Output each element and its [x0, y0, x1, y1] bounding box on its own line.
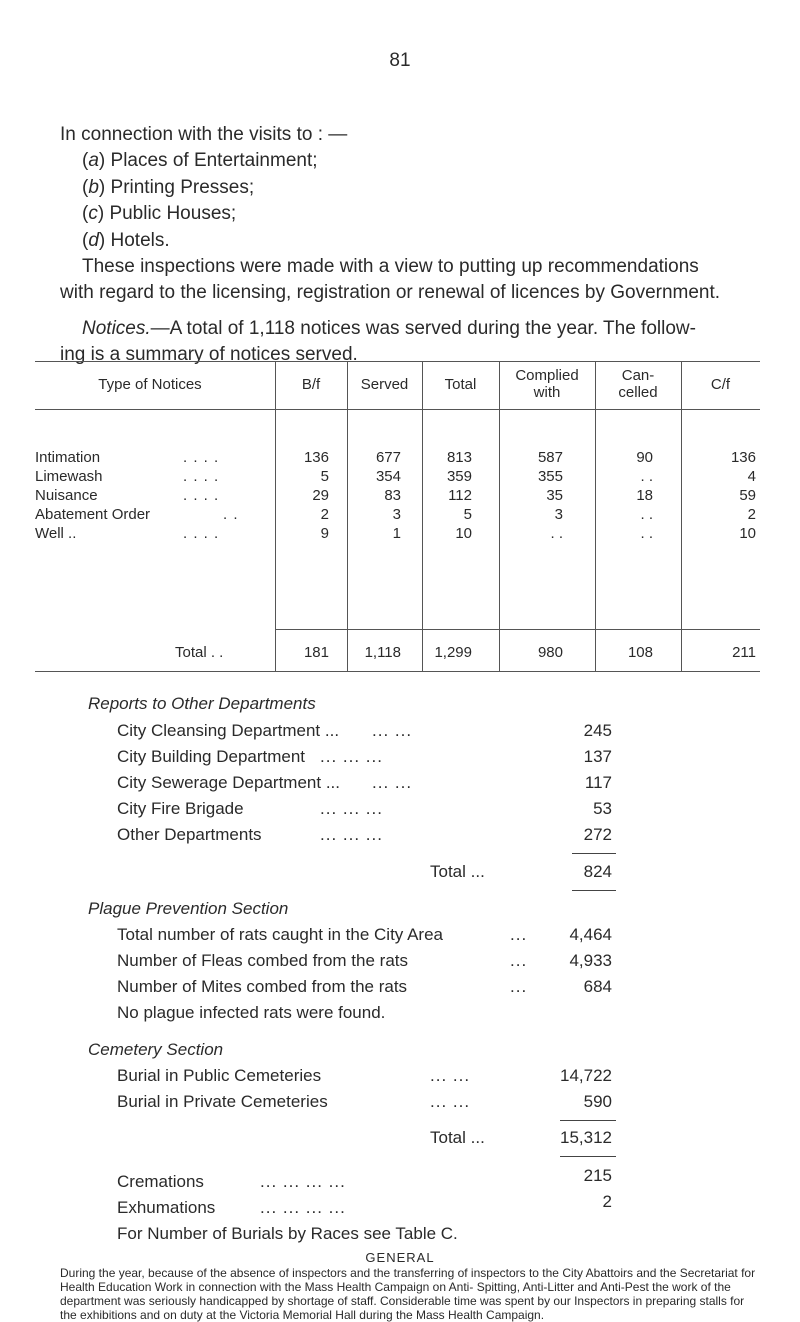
cemetery-value: 14,722 — [560, 1066, 612, 1085]
list-item: Burial in Private Cemeteries — [117, 1092, 328, 1111]
list-item: City Sewerage Department ... — [117, 773, 340, 792]
plague-value: 4,464 — [569, 925, 612, 944]
table-row: Nuisance . . . . 29 83 112 35 18 59 — [35, 487, 756, 504]
para1-line2: with regard to the licensing, registration or renewal of licences by Government. — [60, 282, 721, 303]
header-complied-with: Complied with — [515, 367, 579, 401]
list-item: (a) Places of Entertainment; — [82, 150, 318, 171]
page-number: 81 — [389, 50, 411, 71]
table-row: Limewash . . . . 5 354 359 355 . . 4 — [35, 468, 756, 485]
report-value: 245 — [583, 721, 612, 740]
cemetery-note: For Number of Burials by Races see Table C. — [117, 1224, 458, 1243]
report-value: 137 — [583, 747, 612, 766]
list-item: City Cleansing Department ... — [117, 721, 340, 740]
list-item: Number of Mites combed from the rats — [117, 977, 408, 996]
header-total: Total — [444, 376, 477, 393]
notices-para-line2: ing is a summary of notices served. — [60, 344, 358, 365]
list-item: City Fire Brigade — [117, 799, 244, 818]
list-item: Cremations — [117, 1172, 204, 1191]
plague-note: No plague infected rats were found. — [117, 1003, 386, 1022]
header-type-of-notices: Type of Notices — [98, 376, 202, 393]
reports-total-value: 824 — [583, 862, 612, 881]
list-item: Exhumations — [117, 1198, 216, 1217]
plague-value: 684 — [583, 977, 612, 996]
table-total-row: Total . . 181 1,118 1,299 980 108 211 — [175, 644, 756, 661]
report-value: 53 — [593, 799, 612, 818]
general-paragraph: During the year, because of the absence of inspectors and the transferring of inspectors to the City Abattoirs and the Secretariat for Health Education Work in connection with the Mass Health Campaign on Anti- Spitting, Anti-Litter and Anti-Pest the work of the department was seriously handicapped by shortage of staff. Considerable time was spent by our Inspectors in preparing stalls for the exhibitions and on duty at the Victoria Memorial Hall during the Mass Health Campaign. — [60, 1266, 756, 1322]
intro-list — [82, 148, 318, 254]
list-item: (c) Public Houses; — [82, 203, 237, 224]
para1-line1: These inspections were made with a view to putting up recommendations — [82, 256, 699, 277]
cemetery-total-label: Total ... — [430, 1128, 485, 1147]
list-item: Other Departments — [117, 825, 262, 844]
header-bf: B/f — [301, 376, 321, 393]
table-row: Abatement Order . . 2 3 5 3 . . 2 — [35, 506, 756, 523]
header-cf: C/f — [710, 376, 731, 393]
cemetery-total-value: 15,312 — [560, 1128, 612, 1147]
list-item: Burial in Public Cemeteries — [117, 1066, 322, 1085]
reports-total-label: Total ... — [430, 862, 485, 881]
general-heading: GENERAL — [365, 1250, 435, 1265]
cemetery-value: 215 — [583, 1166, 612, 1185]
rule — [572, 853, 616, 854]
list-item: (b) Printing Presses; — [82, 176, 255, 198]
intro-lead: In connection with the visits to : — — [60, 124, 348, 145]
notices-para-line1: Notices.—A total of 1,118 notices was served during the year. The follow- — [82, 318, 696, 339]
rule — [572, 890, 616, 891]
header-served: Served — [360, 376, 409, 393]
list-item: (d) Hotels. — [82, 229, 170, 251]
cemetery-value: 2 — [602, 1192, 612, 1211]
list-item: Number of Fleas combed from the rats — [117, 951, 409, 970]
reports-title: Reports to Other Departments — [88, 694, 316, 713]
rule — [560, 1156, 616, 1157]
plague-value: 4,933 — [569, 951, 612, 970]
general-section — [0, 1250, 800, 1322]
list-item: City Building Department — [117, 747, 306, 766]
report-value: 117 — [584, 773, 612, 792]
cemetery-title: Cemetery Section — [88, 1040, 224, 1059]
report-value: 272 — [583, 825, 612, 844]
table-row: Intimation . . . . 136 677 813 587 90 136 — [35, 449, 756, 466]
rule — [560, 1120, 616, 1121]
list-item: Total number of rats caught in the City Area — [117, 925, 444, 944]
plague-title: Plague Prevention Section — [88, 899, 289, 918]
cemetery-value: 590 — [583, 1092, 612, 1111]
header-cancelled: Can- celled — [618, 367, 658, 401]
table-row: Well .. . . . . 9 1 10 . . . . 10 — [35, 525, 756, 542]
